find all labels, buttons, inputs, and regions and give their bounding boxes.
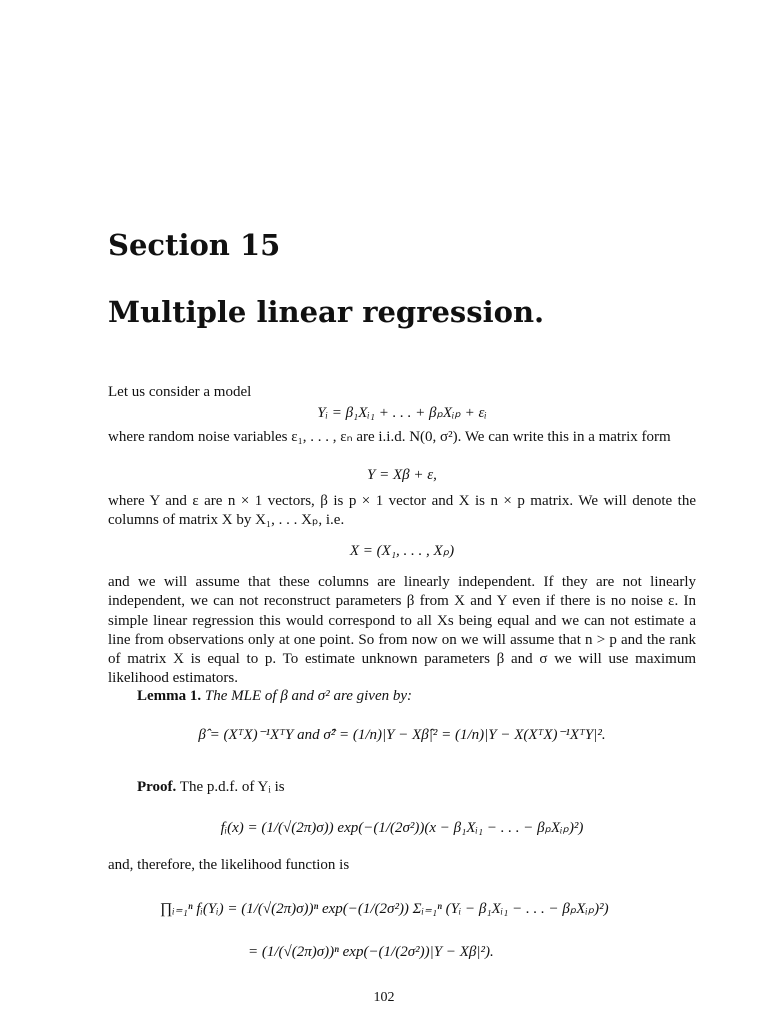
proof-text: The p.d.f. of Yᵢ is (179, 779, 285, 795)
proof-label: Proof. (137, 779, 177, 795)
section-heading: Section 15 (108, 228, 281, 262)
equation-mle: β̂ = (XᵀX)⁻¹XᵀY and σ̂² = (1/n)|Y − Xβ̂|² = (1/n)|Y − X(XᵀX)⁻¹XᵀY|². (198, 727, 606, 743)
proof (137, 779, 285, 796)
equation-pdf: fᵢ(x) = (1/(√(2π)σ)) exp(−(1/(2σ²))(x − β₁Xᵢ₁ − . . . − βₚXᵢₚ)²) (220, 820, 584, 836)
lemma (137, 688, 412, 705)
equation-matrix: Y = Xβ + ε, (367, 467, 437, 483)
equation-model: Yᵢ = β₁Xᵢ₁ + . . . + βₚXᵢₚ + εᵢ (317, 405, 487, 421)
section-title: Multiple linear regression. (108, 295, 545, 329)
lemma-text: The MLE of β and σ² are given by: (204, 688, 413, 704)
equation-columns: X = (X₁, . . . , Xₚ) (349, 543, 455, 559)
equation-likelihood-line-1: ∏ᵢ₌₁ⁿ fᵢ(Yᵢ) = (1/(√(2π)σ))ⁿ exp(−(1/(2σ²)) Σᵢ₌₁ⁿ (Yᵢ − β₁Xᵢ₁ − . . . − βₚXᵢₚ)²) (160, 901, 609, 917)
noise-paragraph: where random noise variables ε₁, . . . , εₙ are i.i.d. N(0, σ²). We can write this in a matrix form (108, 429, 671, 445)
assumption-paragraph: and we will assume that these columns are linearly independent. If they are not linearly independent, we can not reconstruct parameters β from X and Y even if there is no noise ε. In simple linear regression this would correspond to all Xs being equal and we can not estimate a line from observations only at one point. So from now on we will assume that n > p and the rank of matrix X is equal to p. To estimate unknown parameters β and σ we will use maximum likelihood estimators. (108, 574, 696, 687)
equation-likelihood-line-2: = (1/(√(2π)σ))ⁿ exp(−(1/(2σ²))|Y − Xβ|²). (248, 944, 494, 960)
lemma-label: Lemma 1. (137, 688, 202, 704)
vectors-paragraph: where Y and ε are n × 1 vectors, β is p × 1 vector and X is n × p matrix. We will denote the columns of matrix X by X₁, . . . Xₚ, i.e. (108, 493, 696, 529)
likelihood-paragraph: and, therefore, the likelihood function is (108, 857, 350, 873)
page-number: 102 (373, 990, 395, 1005)
intro-paragraph: Let us consider a model (108, 384, 252, 400)
